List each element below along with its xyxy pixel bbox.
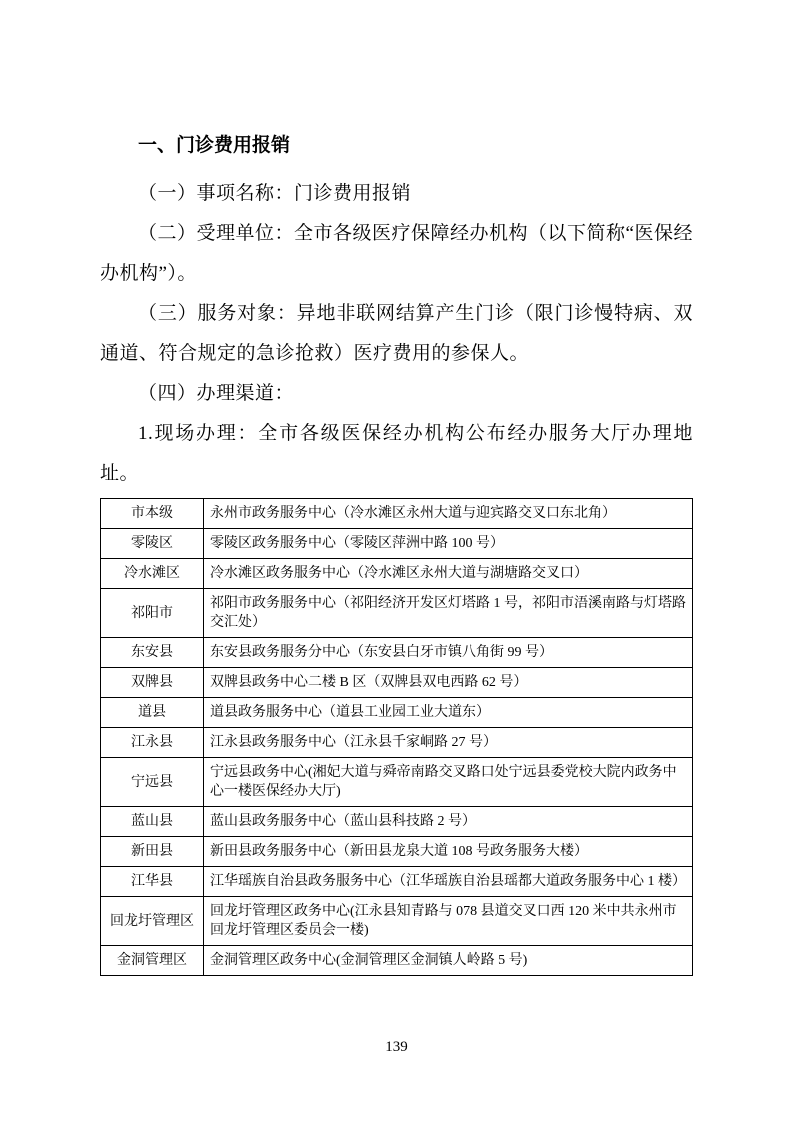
table-row <box>101 559 693 589</box>
address-cell: 永州市政务服务中心（冷水滩区永州大道与迎宾路交叉口东北角） <box>204 499 693 529</box>
district-cell: 市本级 <box>101 499 204 529</box>
district-cell: 道县 <box>101 698 204 728</box>
address-cell: 道县政务服务中心（道县工业园工业大道东） <box>204 698 693 728</box>
address-cell: 零陵区政务服务中心（零陵区萍洲中路 100 号） <box>204 529 693 559</box>
table-row <box>101 946 693 976</box>
district-cell: 江永县 <box>101 728 204 758</box>
table-row <box>101 728 693 758</box>
address-cell: 蓝山县政务服务中心（蓝山县科技路 2 号） <box>204 807 693 837</box>
district-cell: 回龙圩管理区 <box>101 897 204 946</box>
district-cell: 蓝山县 <box>101 807 204 837</box>
table-row <box>101 499 693 529</box>
district-cell: 祁阳市 <box>101 589 204 638</box>
address-cell: 宁远县政务中心(湘妃大道与舜帝南路交叉路口处宁远县委党校大院内政务中心一楼医保经办大厅) <box>204 758 693 807</box>
district-cell: 江华县 <box>101 867 204 897</box>
table-row <box>101 807 693 837</box>
table-row <box>101 867 693 897</box>
address-cell: 江永县政务服务中心（江永县千家峒路 27 号） <box>204 728 693 758</box>
district-cell: 冷水滩区 <box>101 559 204 589</box>
address-cell: 回龙圩管理区政务中心(江永县知青路与 078 县道交叉口西 120 米中共永州市回龙圩管理区委员会一楼) <box>204 897 693 946</box>
district-cell: 零陵区 <box>101 529 204 559</box>
service-centers-table <box>100 498 693 976</box>
address-cell: 祁阳市政务服务中心（祁阳经济开发区灯塔路 1 号，祁阳市浯溪南路与灯塔路交汇处） <box>204 589 693 638</box>
table-row <box>101 668 693 698</box>
table-row <box>101 638 693 668</box>
page-number: 139 <box>385 1039 408 1055</box>
paragraph-service-target: （三）服务对象：异地非联网结算产生门诊（限门诊慢特病、双通道、符合规定的急诊抢救）医疗费用的参保人。 <box>100 303 693 364</box>
paragraph-channels: （四）办理渠道： <box>138 383 295 404</box>
address-cell: 冷水滩区政务服务中心（冷水滩区永州大道与湖塘路交叉口） <box>204 559 693 589</box>
table-row <box>101 897 693 946</box>
document-content <box>100 126 693 976</box>
district-cell: 双牌县 <box>101 668 204 698</box>
paragraph-onsite-handling: 1.现场办理：全市各级医保经办机构公布经办服务大厅办理地址。 <box>100 423 693 484</box>
address-cell: 金洞管理区政务中心(金洞管理区金洞镇人岭路 5 号) <box>204 946 693 976</box>
district-cell: 金洞管理区 <box>101 946 204 976</box>
district-cell: 东安县 <box>101 638 204 668</box>
address-cell: 江华瑶族自治县政务服务中心（江华瑶族自治县瑶都大道政务服务中心 1 楼） <box>204 867 693 897</box>
table-row <box>101 529 693 559</box>
address-cell: 新田县政务服务中心（新田县龙泉大道 108 号政务服务大楼） <box>204 837 693 867</box>
district-cell: 宁远县 <box>101 758 204 807</box>
table-row <box>101 837 693 867</box>
section-title: 一、门诊费用报销 <box>138 135 291 156</box>
paragraph-item-name: （一）事项名称：门诊费用报销 <box>138 183 412 204</box>
district-cell: 新田县 <box>101 837 204 867</box>
paragraph-accepting-unit: （二）受理单位：全市各级医疗保障经办机构（以下简称“医保经办机构”）。 <box>100 223 693 284</box>
table-row <box>101 758 693 807</box>
address-cell: 双牌县政务中心二楼 B 区（双牌县双电西路 62 号） <box>204 668 693 698</box>
address-cell: 东安县政务服务分中心（东安县白牙市镇八角街 99 号） <box>204 638 693 668</box>
table-row <box>101 698 693 728</box>
table-row <box>101 589 693 638</box>
